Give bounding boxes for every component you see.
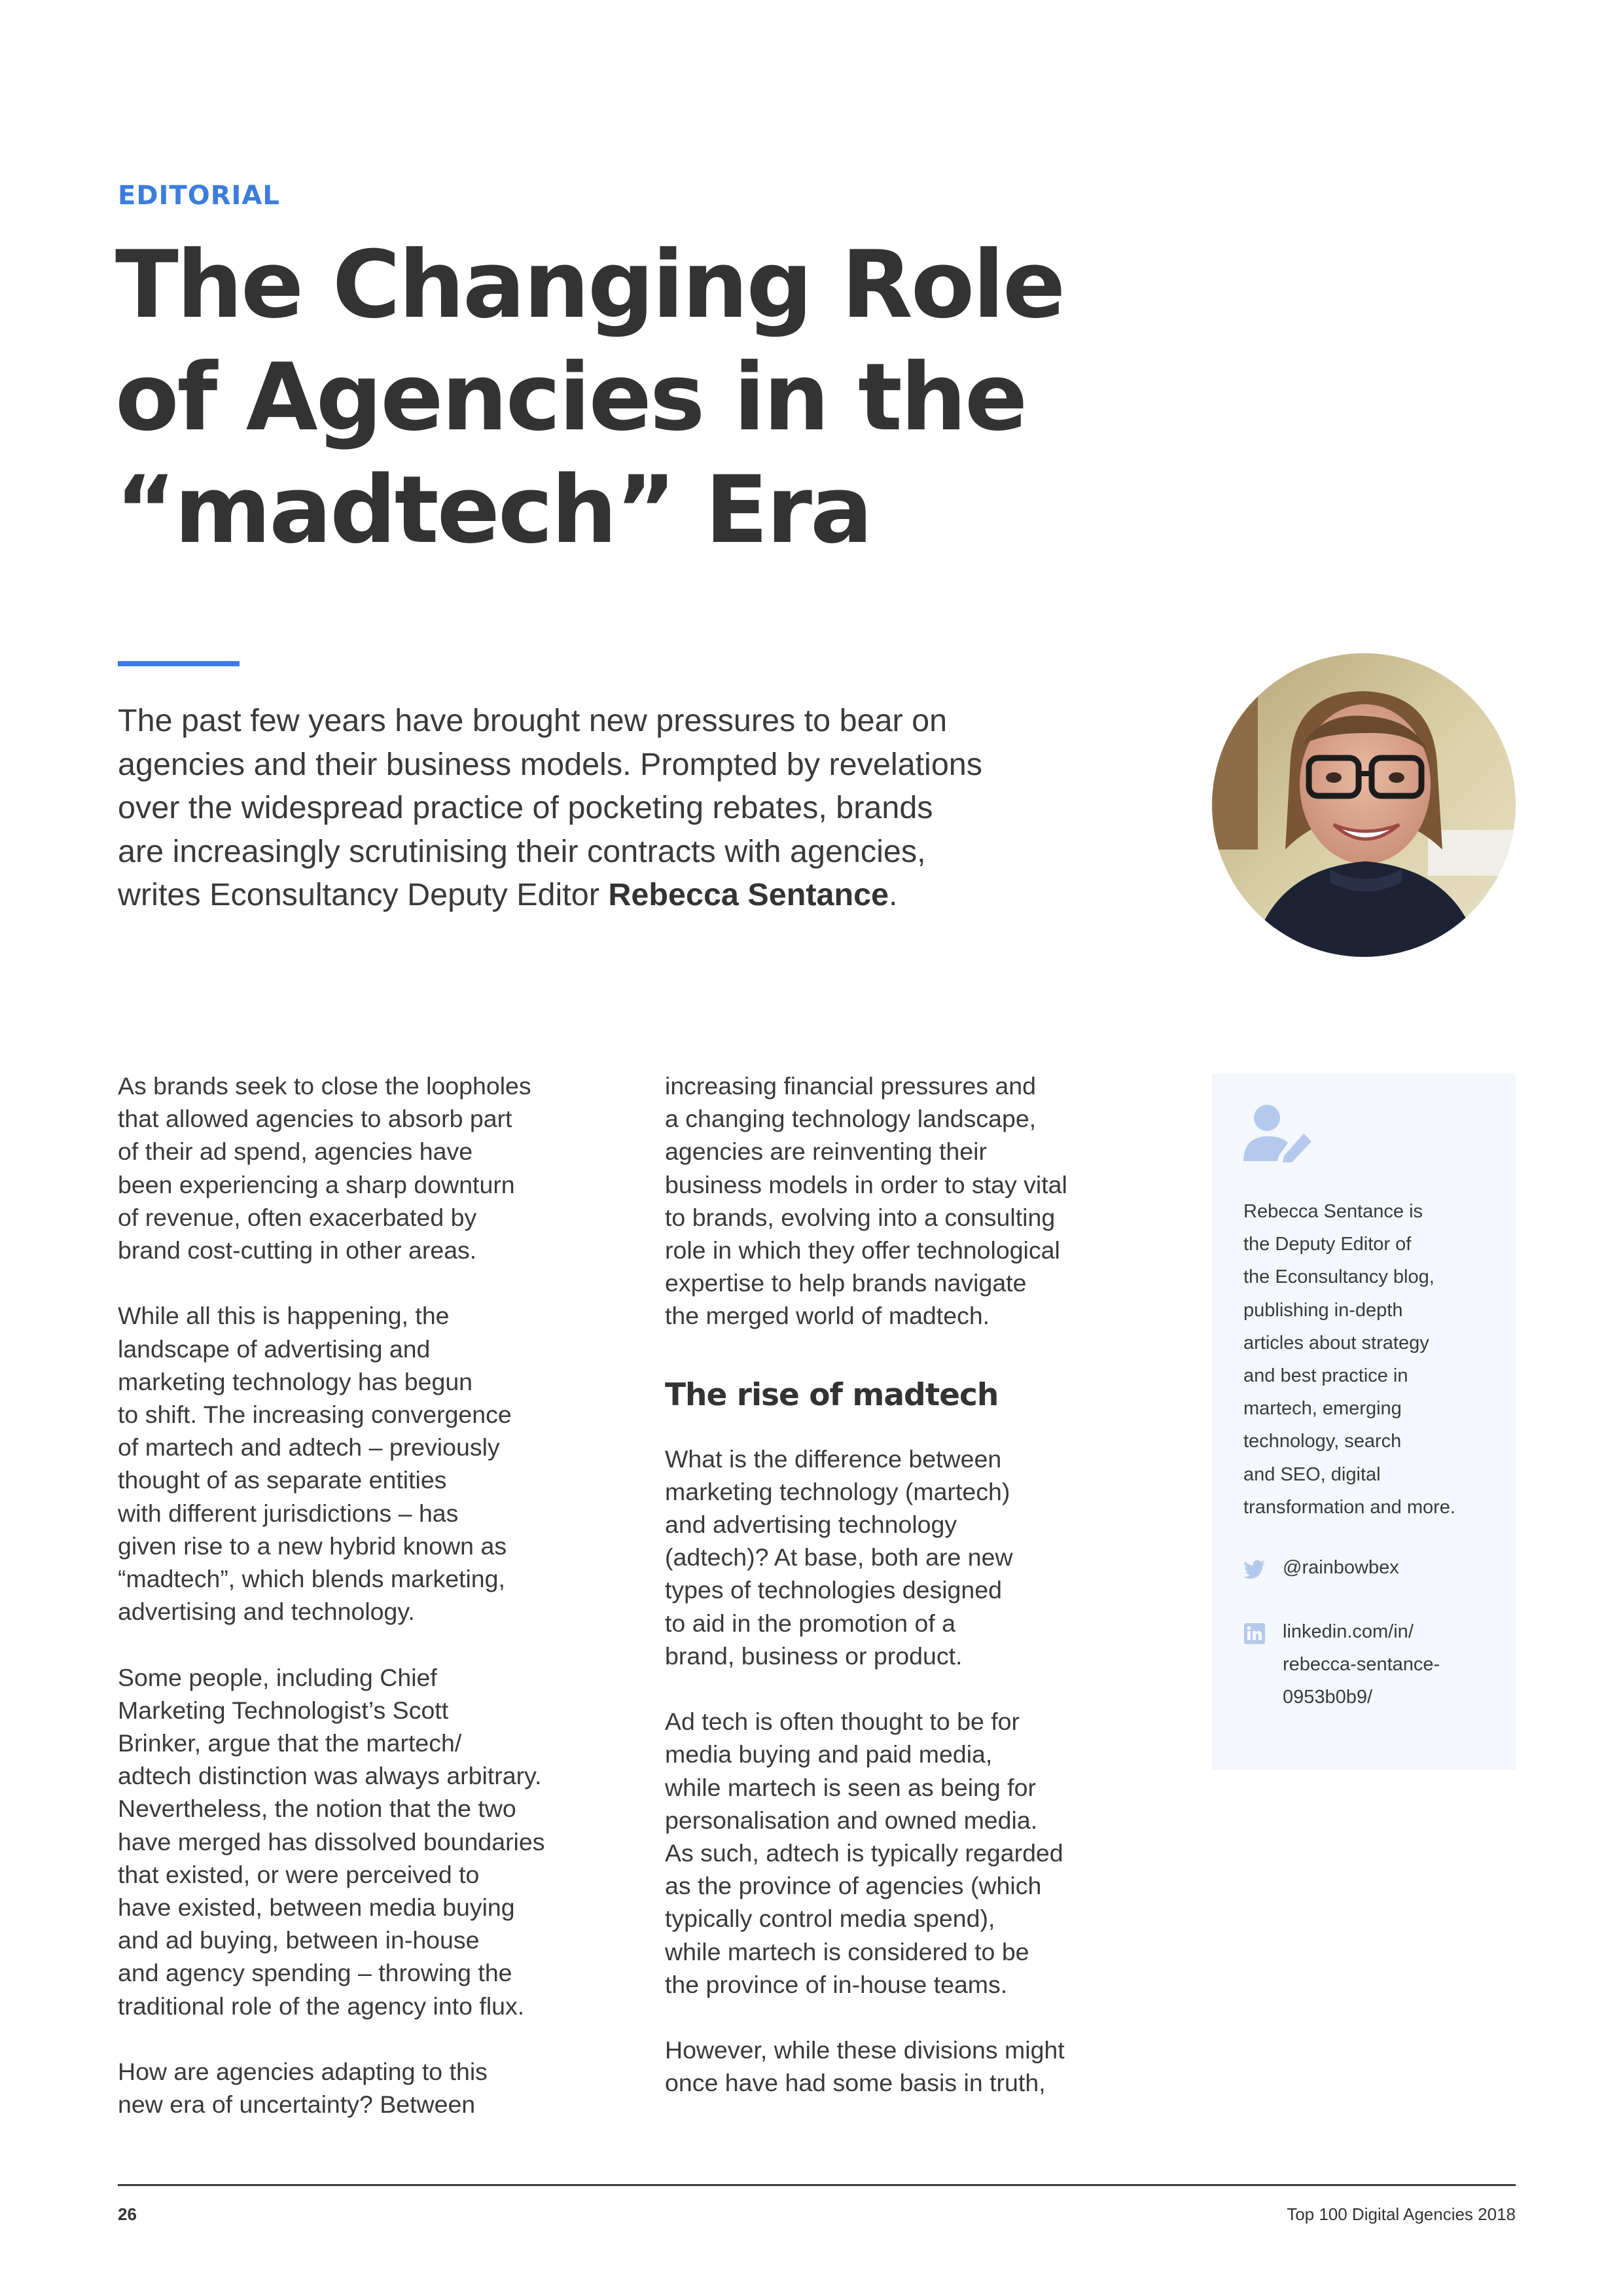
- bio-line: and best practice in: [1243, 1365, 1408, 1387]
- standfirst-line: over the widespread practice of pocketing rebates, brands: [118, 790, 933, 825]
- linkedin-icon: [1243, 1623, 1266, 1644]
- linkedin-line: rebecca-sentance-: [1283, 1654, 1440, 1676]
- text-line: been experiencing a sharp downturn: [118, 1170, 515, 1198]
- bio-line: articles about strategy: [1243, 1332, 1429, 1354]
- body-column-2: [665, 1069, 1162, 2132]
- standfirst-line: are increasingly scrutinising their contracts with agencies,: [118, 833, 926, 869]
- text-line: while martech is considered to be: [665, 1937, 1029, 1965]
- text-line: have existed, between media buying: [118, 1893, 515, 1922]
- text-line: personalisation and owned media.: [665, 1806, 1038, 1834]
- twitter-handle[interactable]: @rainbowbex: [1283, 1557, 1399, 1578]
- text-line: media buying and paid media,: [665, 1740, 993, 1768]
- text-line: of their ad spend, agencies have: [118, 1138, 473, 1166]
- text-line: the province of in-house teams.: [665, 1970, 1008, 1998]
- author-bio: [1243, 1195, 1505, 1524]
- paragraph: [665, 1443, 1162, 1672]
- text-line: role in which they offer technological: [665, 1236, 1060, 1265]
- bio-line: the Econsultancy blog,: [1243, 1266, 1435, 1288]
- text-line: Brinker, argue that the martech/: [118, 1729, 462, 1757]
- linkedin-line: linkedin.com/in/: [1283, 1621, 1414, 1642]
- text-line: typically control media spend),: [665, 1905, 995, 1933]
- paragraph: [665, 1069, 1162, 1333]
- text-line: Some people, including Chief: [118, 1663, 437, 1691]
- text-line: landscape of advertising and: [118, 1335, 431, 1363]
- bio-line: martech, emerging: [1243, 1398, 1402, 1420]
- text-line: As brands seek to close the loopholes: [118, 1072, 531, 1100]
- bio-line: Rebecca Sentance is: [1243, 1201, 1423, 1222]
- text-line: However, while these divisions might: [665, 2036, 1065, 2064]
- publication-title: Top 100 Digital Agencies 2018: [1287, 2204, 1516, 2224]
- text-line: to shift. The increasing convergence: [118, 1401, 512, 1429]
- title-line: “madtech” Era: [115, 456, 871, 564]
- text-line: marketing technology has begun: [118, 1367, 473, 1395]
- text-line: traditional role of the agency into flux.: [118, 1992, 525, 2020]
- text-line: increasing financial pressures and: [665, 1072, 1036, 1100]
- text-line: and advertising technology: [665, 1511, 957, 1539]
- text-line: brand, business or product.: [665, 1641, 963, 1670]
- paragraph: [118, 2055, 615, 2121]
- accent-rule: [118, 661, 240, 666]
- bio-line: publishing in-depth: [1243, 1299, 1403, 1321]
- section-label: EDITORIAL: [118, 181, 280, 211]
- paragraph: [665, 2034, 1162, 2099]
- text-line: thought of as separate entities: [118, 1466, 447, 1494]
- author-photo: [1212, 653, 1516, 957]
- text-line: business models in order to stay vital: [665, 1170, 1067, 1198]
- text-line: “madtech”, which blends marketing,: [118, 1565, 505, 1593]
- text-line: advertising and technology.: [118, 1598, 415, 1626]
- text-line: given rise to a new hybrid known as: [118, 1532, 507, 1560]
- standfirst-line: agencies and their business models. Prompted by revelations: [118, 746, 983, 782]
- paragraph: [118, 1661, 615, 2022]
- text-line: and ad buying, between in-house: [118, 1926, 480, 1954]
- text-line: that existed, or were perceived to: [118, 1860, 480, 1888]
- text-line: brand cost-cutting in other areas.: [118, 1236, 477, 1265]
- text-line: adtech distinction was always arbitrary.: [118, 1762, 542, 1790]
- text-line: (adtech)? At base, both are new: [665, 1543, 1013, 1571]
- text-line: have merged has dissolved boundaries: [118, 1827, 545, 1856]
- text-line: of martech and adtech – previously: [118, 1433, 500, 1462]
- text-line: a changing technology landscape,: [665, 1105, 1037, 1133]
- title-line: of Agencies in the: [115, 344, 1026, 452]
- text-line: While all this is happening, the: [118, 1302, 450, 1330]
- author-sidebar: [1212, 1073, 1516, 1770]
- title-line: The Changing Role: [115, 231, 1064, 339]
- body-column-1: [118, 1069, 615, 2154]
- article-title: [115, 229, 1228, 567]
- user-edit-icon: [1241, 1103, 1314, 1162]
- standfirst-line: [118, 873, 1139, 917]
- linkedin-url[interactable]: [1283, 1615, 1440, 1714]
- twitter-icon: [1243, 1559, 1266, 1580]
- footer-rule: [118, 2184, 1516, 2186]
- text-line: As such, adtech is typically regarded: [665, 1839, 1063, 1867]
- text-line: agencies are reinventing their: [665, 1138, 987, 1166]
- subheading: The rise of madtech: [665, 1376, 999, 1413]
- text-line: with different jurisdictions – has: [118, 1499, 459, 1527]
- text-line: to brands, evolving into a consulting: [665, 1203, 1056, 1231]
- standfirst: [118, 699, 1139, 917]
- text-line: types of technologies designed: [665, 1576, 1002, 1604]
- text-line: while martech is seen as being for: [665, 1773, 1036, 1801]
- text-line: and agency spending – throwing the: [118, 1959, 512, 1987]
- bio-line: transformation and more.: [1243, 1496, 1455, 1518]
- paragraph: [118, 1299, 615, 1628]
- text-line: once have had some basis in truth,: [665, 2069, 1046, 2097]
- paragraph: [118, 1069, 615, 1266]
- text-line: new era of uncertainty? Between: [118, 2090, 476, 2119]
- author-name: Rebecca Sentance: [608, 877, 889, 912]
- text-line: the merged world of madtech.: [665, 1302, 990, 1330]
- text-line: What is the difference between: [665, 1444, 1002, 1473]
- bio-line: and SEO, digital: [1243, 1463, 1381, 1485]
- text-line: Nevertheless, the notion that the two: [118, 1795, 516, 1823]
- text-line: marketing technology (martech): [665, 1477, 1010, 1505]
- standfirst-byline-prefix: writes Econsultancy Deputy Editor: [118, 877, 609, 912]
- text-line: Ad tech is often thought to be for: [665, 1708, 1020, 1736]
- text-line: How are agencies adapting to this: [118, 2058, 488, 2086]
- bio-line: the Deputy Editor of: [1243, 1234, 1412, 1255]
- text-line: Marketing Technologist’s Scott: [118, 1696, 449, 1724]
- standfirst-byline-suffix: .: [889, 877, 898, 912]
- bio-line: technology, search: [1243, 1431, 1402, 1452]
- standfirst-line: The past few years have brought new pressures to bear on: [118, 703, 948, 738]
- page-number: 26: [118, 2204, 137, 2224]
- text-line: of revenue, often exacerbated by: [118, 1203, 477, 1231]
- text-line: to aid in the promotion of a: [665, 1609, 956, 1637]
- linkedin-line: 0953b0b9/: [1283, 1687, 1373, 1708]
- paragraph: [665, 1705, 1162, 2001]
- text-line: as the province of agencies (which: [665, 1872, 1042, 1900]
- text-line: that allowed agencies to absorb part: [118, 1105, 512, 1133]
- text-line: expertise to help brands navigate: [665, 1269, 1027, 1297]
